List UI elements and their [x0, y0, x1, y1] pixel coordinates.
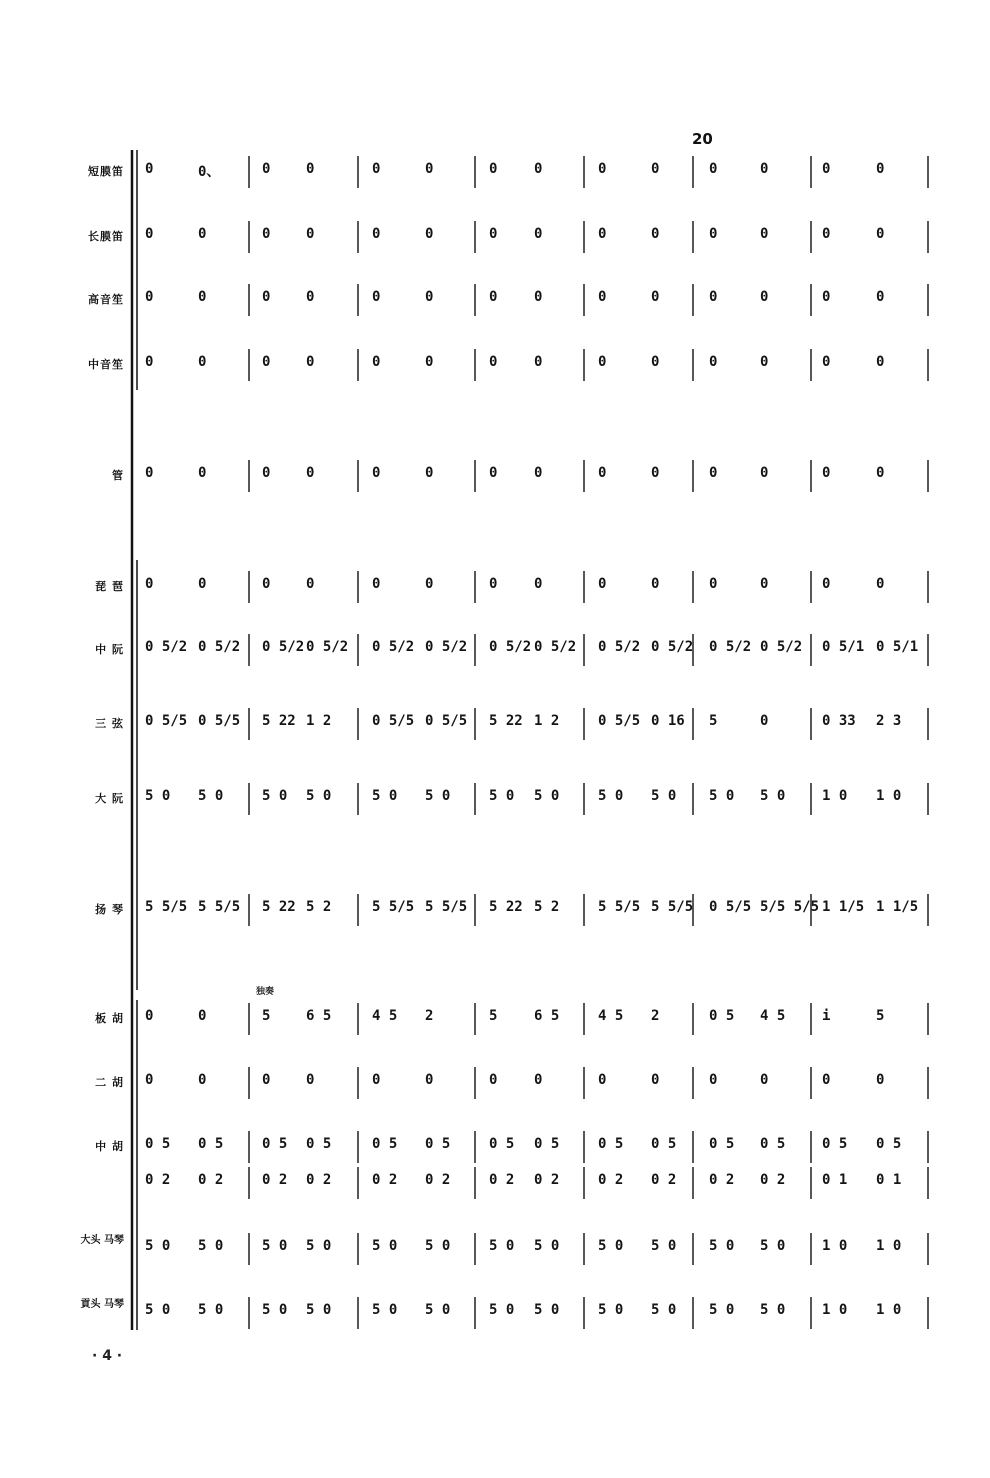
note-cell: 5 0 — [198, 1238, 224, 1254]
note-cell: 0 — [306, 226, 315, 242]
note-cell: 5 — [262, 1008, 271, 1024]
note-cell: 0 — [822, 576, 831, 592]
note-cell: 0 2 — [145, 1172, 171, 1188]
note-cell: 5 0 — [306, 1302, 332, 1318]
note-cell: 0 5 — [198, 1136, 224, 1152]
note-cell: 5 0 — [760, 1238, 786, 1254]
note-cell: 0 — [372, 1072, 381, 1088]
note-cell: 5 0 — [489, 1302, 515, 1318]
note-cell: 1 2 — [534, 713, 560, 729]
note-cell: 5 5/5 — [145, 899, 188, 915]
note-cell: 0 5 — [876, 1136, 902, 1152]
note-cell: 5 0 — [651, 1238, 677, 1254]
note-cell: 0 — [534, 576, 543, 592]
note-cell: 5 0 — [760, 788, 786, 804]
note-cell: 0 — [306, 354, 315, 370]
note-cell: 0 — [198, 226, 207, 242]
note-cell: 0 — [425, 226, 434, 242]
instrument-label: 管 — [112, 469, 124, 482]
note-cell: 1 0 — [822, 1238, 848, 1254]
note-cell: 0 — [489, 1072, 498, 1088]
note-cell: 0 2 — [198, 1172, 224, 1188]
instrument-label: 大头 马琴 — [80, 1235, 124, 1246]
note-cell: 0 — [262, 465, 271, 481]
note-cell: 0 — [372, 161, 381, 177]
note-cell: 0 2 — [651, 1172, 677, 1188]
note-cell: 1 1/5 — [876, 899, 919, 915]
note-cell: 5 5/5 — [198, 899, 241, 915]
note-cell: 0 — [760, 465, 769, 481]
note-cell: 0 5/1 — [822, 639, 865, 655]
note-cell: 5 0 — [534, 1302, 560, 1318]
note-cell: 0 — [145, 354, 154, 370]
note-cell: 5 0 — [651, 1302, 677, 1318]
note-cell: 0 — [534, 226, 543, 242]
note-cell: 0 5 — [489, 1136, 515, 1152]
note-cell: 0 5/5 — [145, 713, 188, 729]
note-cell: 0 5/2 — [425, 639, 468, 655]
note-cell: 2 — [651, 1008, 660, 1024]
note-cell: 0 2 — [306, 1172, 332, 1188]
note-cell: 0 — [262, 289, 271, 305]
note-cell: 0 — [598, 1072, 607, 1088]
footer-page-mark: · 4 · — [92, 1348, 123, 1364]
note-cell: 0 — [145, 1008, 154, 1024]
note-cell: 5 2 — [534, 899, 560, 915]
note-cell: 2 3 — [876, 713, 902, 729]
note-cell: 0 5/2 — [145, 639, 188, 655]
note-cell: 0 — [760, 1072, 769, 1088]
note-cell: 0 — [145, 465, 154, 481]
instrument-label: 貢头 马琴 — [80, 1299, 124, 1310]
note-cell: 0 2 — [425, 1172, 451, 1188]
note-cell: 0 2 — [534, 1172, 560, 1188]
note-cell: 0 5 — [534, 1136, 560, 1152]
note-cell: 5 0 — [598, 1302, 624, 1318]
note-cell: 5 22 — [489, 899, 523, 915]
note-cell: 5 0 — [372, 788, 398, 804]
note-cell: 0 — [651, 1072, 660, 1088]
note-cell: 0 — [598, 226, 607, 242]
note-cell: 5 5/5 — [598, 899, 641, 915]
note-cell: 0 — [760, 354, 769, 370]
note-cell: 0 2 — [489, 1172, 515, 1188]
note-cell: 0 — [534, 465, 543, 481]
note-cell: 0 — [372, 226, 381, 242]
note-cell: 0 — [198, 289, 207, 305]
note-cell: 5 0 — [760, 1302, 786, 1318]
note-cell: 0 1 — [876, 1172, 902, 1188]
note-cell: 0 — [709, 465, 718, 481]
note-cell: 0 — [534, 289, 543, 305]
note-cell: 0 5/2 — [306, 639, 349, 655]
note-cell: 0 — [876, 465, 885, 481]
note-cell: 0 — [876, 289, 885, 305]
note-cell: 0 5/5 — [709, 899, 752, 915]
note-cell: 1 1/5 — [822, 899, 865, 915]
note-cell: 0 — [760, 226, 769, 242]
note-cell: 0 1 — [822, 1172, 848, 1188]
note-cell: 0 5/2 — [198, 639, 241, 655]
note-cell: 0 5/5 — [598, 713, 641, 729]
note-cell: 0 — [598, 161, 607, 177]
note-cell: 0 — [489, 289, 498, 305]
note-cell: 5 0 — [651, 788, 677, 804]
note-cell: 0 2 — [760, 1172, 786, 1188]
note-cell: 0 — [145, 289, 154, 305]
note-cell: 0 — [709, 1072, 718, 1088]
note-cell: 0 5 — [145, 1136, 171, 1152]
note-cell: 2 — [425, 1008, 434, 1024]
page-number: 20 — [692, 130, 713, 148]
note-cell: 0 — [372, 354, 381, 370]
note-cell: 0 — [425, 354, 434, 370]
note-cell: 0 — [198, 1072, 207, 1088]
instrument-label: 二 胡 — [95, 1076, 124, 1089]
instrument-label: 长膜笛 — [88, 230, 124, 243]
note-cell: 0 — [822, 354, 831, 370]
note-cell: i — [822, 1008, 831, 1024]
instrument-label: 高音笙 — [88, 293, 124, 306]
note-cell: 0 — [489, 226, 498, 242]
note-cell: 0 — [709, 354, 718, 370]
note-cell: 0 — [489, 354, 498, 370]
note-cell: 0 — [198, 354, 207, 370]
note-cell: 0 — [598, 354, 607, 370]
note-cell: 1 0 — [822, 1302, 848, 1318]
note-cell: 0 — [145, 161, 154, 177]
note-cell: 5 5/5 — [651, 899, 694, 915]
note-cell: 0 — [425, 1072, 434, 1088]
note-cell: 0 — [876, 576, 885, 592]
note-cell: 0 — [760, 289, 769, 305]
note-cell: 0 — [760, 713, 769, 729]
note-cell: 1 0 — [876, 788, 902, 804]
note-cell: 0 — [709, 226, 718, 242]
note-cell: 0 — [651, 465, 660, 481]
note-cell: 0 — [145, 1072, 154, 1088]
note-cell: 0 — [425, 576, 434, 592]
note-cell: 5 0 — [709, 1302, 735, 1318]
note-cell: 4 5 — [760, 1008, 786, 1024]
note-cell: 0 — [489, 465, 498, 481]
note-cell: 0 — [425, 289, 434, 305]
instrument-label: 大 阮 — [95, 792, 124, 805]
note-cell: 5 0 — [425, 788, 451, 804]
note-cell: 0 5/2 — [534, 639, 577, 655]
note-cell: 0 — [709, 161, 718, 177]
note-cell: 0 — [760, 161, 769, 177]
note-cell: 0 — [534, 1072, 543, 1088]
note-cell: 1 0 — [876, 1302, 902, 1318]
note-cell: 0 33 — [822, 713, 856, 729]
note-cell: 0 — [489, 161, 498, 177]
note-cell: 0 — [651, 161, 660, 177]
note-cell: 1 0 — [822, 788, 848, 804]
note-cell: 5 0 — [306, 1238, 332, 1254]
note-cell: 0 5 — [822, 1136, 848, 1152]
note-cell: 0 — [489, 576, 498, 592]
note-cell: 5 0 — [489, 788, 515, 804]
note-cell: 0 — [372, 576, 381, 592]
note-cell: 0 5 — [425, 1136, 451, 1152]
note-cell: 0 — [876, 226, 885, 242]
note-cell: 0 — [822, 161, 831, 177]
note-cell: 1 0 — [876, 1238, 902, 1254]
note-cell: 0 — [876, 1072, 885, 1088]
note-cell: 0 — [651, 576, 660, 592]
note-cell: 0 2 — [372, 1172, 398, 1188]
note-cell: 5 0 — [598, 788, 624, 804]
instrument-label: 短膜笛 — [88, 165, 124, 178]
note-cell: 5/5 5/5 — [760, 899, 820, 915]
note-cell: 0 — [598, 289, 607, 305]
note-cell: 0 — [822, 226, 831, 242]
note-cell: 0 16 — [651, 713, 685, 729]
note-cell: 0 — [262, 1072, 271, 1088]
note-cell: 0 — [822, 465, 831, 481]
note-cell: 0 — [876, 354, 885, 370]
note-cell: 5 0 — [262, 788, 288, 804]
note-cell: 0 — [534, 354, 543, 370]
note-cell: 0 — [372, 465, 381, 481]
note-cell: 5 0 — [262, 1302, 288, 1318]
note-cell: 5 0 — [145, 1238, 171, 1254]
instrument-label: 中音笙 — [88, 358, 124, 371]
note-cell: 0 5/2 — [651, 639, 694, 655]
note-cell: 0 — [145, 576, 154, 592]
note-cell: 5 0 — [198, 1302, 224, 1318]
instrument-label: 琵 琶 — [95, 580, 124, 593]
note-cell: 0 — [145, 226, 154, 242]
note-cell: 6 5 — [534, 1008, 560, 1024]
note-cell: 5 — [709, 713, 718, 729]
note-cell: 0 — [306, 289, 315, 305]
note-cell: 0 — [198, 576, 207, 592]
note-cell: 0 5 — [262, 1136, 288, 1152]
note-cell: 5 0 — [534, 1238, 560, 1254]
note-cell: 0 5/2 — [489, 639, 532, 655]
note-cell: 5 22 — [489, 713, 523, 729]
note-cell: 0 — [534, 161, 543, 177]
note-cell: 1 2 — [306, 713, 332, 729]
note-cell: 4 5 — [372, 1008, 398, 1024]
note-cell: 0 5/1 — [876, 639, 919, 655]
instrument-label: 三 弦 — [95, 717, 124, 730]
note-cell: 5 0 — [145, 788, 171, 804]
note-cell: 5 2 — [306, 899, 332, 915]
note-cell: 5 0 — [425, 1302, 451, 1318]
note-cell: 0 — [876, 161, 885, 177]
note-cell: 0 5 — [709, 1008, 735, 1024]
note-cell: 4 5 — [598, 1008, 624, 1024]
note-cell: 0 — [306, 161, 315, 177]
note-cell: 0 5 — [651, 1136, 677, 1152]
instrument-label: 扬 琴 — [95, 903, 124, 916]
note-cell: 0 — [262, 576, 271, 592]
note-cell: 0 — [306, 465, 315, 481]
note-cell: 5 22 — [262, 899, 296, 915]
note-cell: 0 5/2 — [372, 639, 415, 655]
note-cell: 0 5/5 — [198, 713, 241, 729]
note-cell: 5 0 — [709, 1238, 735, 1254]
tempo-mark-solo: 独奏 — [256, 987, 275, 997]
note-cell: 0 5 — [760, 1136, 786, 1152]
note-cell: 0 — [822, 289, 831, 305]
note-cell: 0 5/5 — [425, 713, 468, 729]
note-cell: 0 — [651, 226, 660, 242]
note-cell: 0 2 — [598, 1172, 624, 1188]
note-cell: 0 — [709, 289, 718, 305]
note-cell: 5 0 — [306, 788, 332, 804]
note-cell: 0 2 — [262, 1172, 288, 1188]
note-cell: 5 — [489, 1008, 498, 1024]
note-cell: 0 — [760, 576, 769, 592]
note-cell: 0 — [709, 576, 718, 592]
note-cell: 5 0 — [489, 1238, 515, 1254]
note-cell: 5 0 — [709, 788, 735, 804]
note-cell: 5 0 — [425, 1238, 451, 1254]
note-cell: 0 — [198, 1008, 207, 1024]
note-cell: 0 — [372, 289, 381, 305]
note-cell: 0 5/2 — [598, 639, 641, 655]
note-cell: 5 0 — [598, 1238, 624, 1254]
note-cell: 5 0 — [372, 1238, 398, 1254]
note-cell: 5 0 — [145, 1302, 171, 1318]
note-cell: 6 5 — [306, 1008, 332, 1024]
note-cell: 0 5/2 — [709, 639, 752, 655]
note-cell: 5 0 — [372, 1302, 398, 1318]
note-cell: 5 5/5 — [372, 899, 415, 915]
instrument-label: 板 胡 — [95, 1012, 124, 1025]
note-cell: 0 5 — [709, 1136, 735, 1152]
note-cell: 0 5/2 — [760, 639, 803, 655]
note-cell: 0 — [598, 465, 607, 481]
note-cell: 0 5/5 — [372, 713, 415, 729]
note-cell: 0 — [262, 226, 271, 242]
note-cell: 0 — [425, 161, 434, 177]
instrument-label: 中 阮 — [95, 643, 124, 656]
note-cell: 0 — [198, 465, 207, 481]
note-cell: 5 22 — [262, 713, 296, 729]
note-cell: 0 — [598, 576, 607, 592]
note-cell: 0 — [425, 465, 434, 481]
note-cell: 0 5 — [598, 1136, 624, 1152]
note-cell: 5 0 — [262, 1238, 288, 1254]
note-cell: 0 — [306, 576, 315, 592]
note-cell: 0 5 — [306, 1136, 332, 1152]
note-cell: 0 — [306, 1072, 315, 1088]
note-cell: 0 — [262, 354, 271, 370]
note-cell: 0 5/2 — [262, 639, 305, 655]
instrument-label: 中 胡 — [95, 1140, 124, 1153]
note-cell: 5 0 — [534, 788, 560, 804]
note-cell: 5 0 — [198, 788, 224, 804]
note-cell: 0 — [651, 289, 660, 305]
note-cell: 0 2 — [709, 1172, 735, 1188]
note-cell: 5 5/5 — [425, 899, 468, 915]
note-cell: 0 5 — [372, 1136, 398, 1152]
note-cell: 0、 — [198, 164, 221, 180]
note-cell: 0 — [822, 1072, 831, 1088]
note-cell: 0 — [651, 354, 660, 370]
note-cell: 5 — [876, 1008, 885, 1024]
note-cell: 0 — [262, 161, 271, 177]
